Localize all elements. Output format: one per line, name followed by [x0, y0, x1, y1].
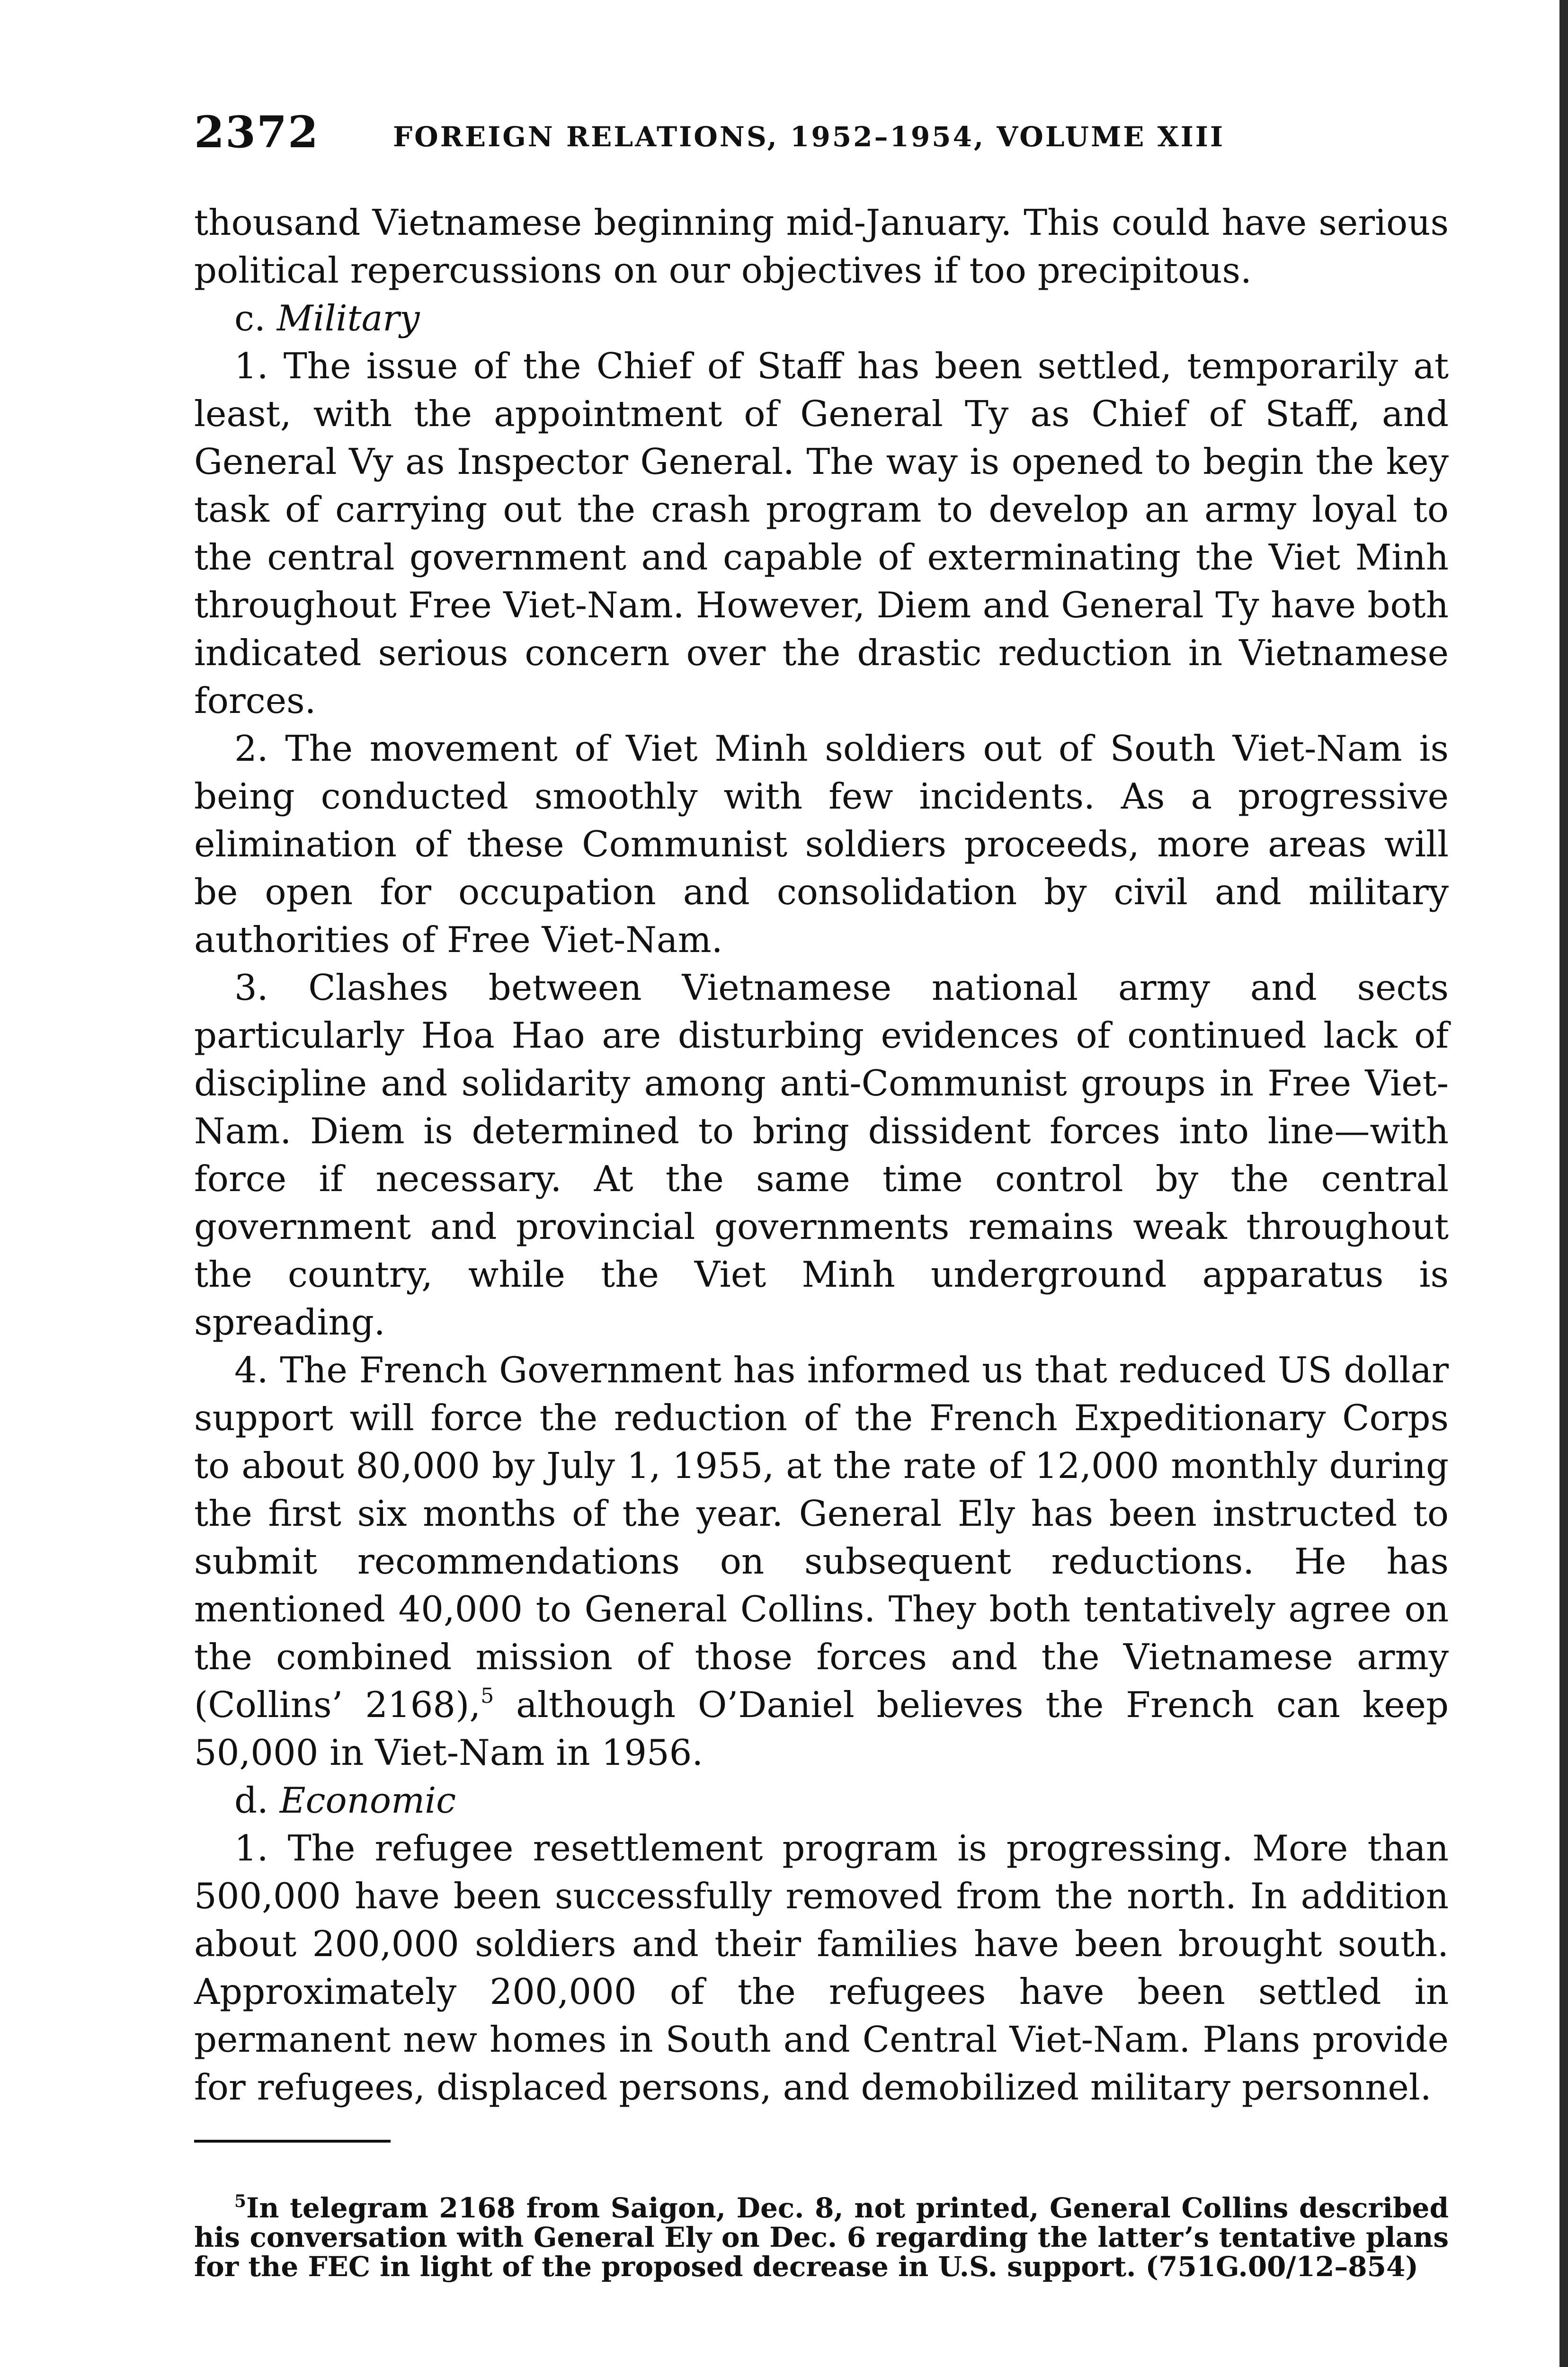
military-paragraph-1: 1. The issue of the Chief of Staff has been settled, temporarily at least, with the appointment of General Ty as Chief of Staff, and General Vy as Inspector General. The way is opened to begin the key task of carrying out the crash program to develop an army loyal to the central government and capable of exterminating the Viet Minh throughout Free Viet-Nam. However, Diem and General Ty have both indicated serious concern over the drastic reduction in Vietnamese forces.	[194, 345, 1449, 721]
running-title: FOREIGN RELATIONS, 1952–1954, VOLUME XIII	[393, 121, 1225, 153]
body-text	[194, 199, 1449, 2111]
footnote-text: In telegram 2168 from Saigon, Dec. 8, not printed, General Collins described his conversation with General Ely on Dec. 6 regarding the latter’s tentative plans for the FEC in light of the proposed decrease in U.S. support. (751G.00/12–854)	[194, 2192, 1449, 2283]
section-label: d.	[234, 1780, 268, 1821]
scan-edge	[1559, 0, 1568, 2367]
paragraph-text: although O’Daniel believes the French can keep 50,000 in Viet-Nam in 1956.	[194, 1684, 1449, 1773]
footnote-reference: 5	[481, 1684, 494, 1708]
military-paragraph-4	[194, 1346, 1449, 1777]
section-title: Economic	[279, 1780, 456, 1821]
continuation-paragraph: thousand Vietnamese beginning mid-January. This could have serious political repercussions on our objectives if too precipitous.	[194, 202, 1449, 291]
military-paragraph-3: 3. Clashes between Vietnamese national army and sects particularly Hoa Hao are disturbing evidences of continued lack of discipline and solidarity among anti-Communist groups in Free Viet-Nam. Diem is determined to bring dissident forces into line—with force if necessary. At the same time control by the central government and provincial governments remains weak throughout the country, while the Viet Minh underground apparatus is spreading.	[194, 967, 1449, 1343]
section-title: Military	[276, 297, 420, 339]
section-heading-economic	[194, 1777, 1449, 1824]
military-paragraph-2: 2. The movement of Viet Minh soldiers out of South Viet-Nam is being conducted smoothly with few incidents. As a progressive elimination of these Communist soldiers proceeds, more areas will be open for occupation and consolidation by civil and military authorities of Free Viet-Nam.	[194, 728, 1449, 961]
economic-paragraph-1: 1. The refugee resettlement program is progressing. More than 500,000 have been successfully removed from the north. In addition about 200,000 soldiers and their families have been brought south. Approximately 200,000 of the refugees have been settled in permanent new homes in South and Central Viet-Nam. Plans provide for refugees, displaced persons, and demobilized military personnel.	[194, 1827, 1449, 2108]
running-head	[194, 107, 1449, 159]
section-heading-military	[194, 294, 1449, 342]
footnote	[194, 2193, 1449, 2281]
page-number: 2372	[194, 107, 320, 158]
paragraph-text: 4. The French Government has informed us that reduced US dollar support will force the reduction of the French Expeditionary Corps to about 80,000 by July 1, 1955, at the rate of 12,000 monthly during the first six months of the year. General Ely has been instructed to submit recommendations on subsequent reductions. He has mentioned 40,000 to General Collins. They both tentatively agree on the combined mission of those forces and the Vietnamese army (Collins’ 2168),	[194, 1349, 1449, 1726]
footnote-rule	[194, 2140, 391, 2143]
section-label: c.	[234, 297, 266, 339]
footnote-marker: 5	[234, 2191, 247, 2211]
